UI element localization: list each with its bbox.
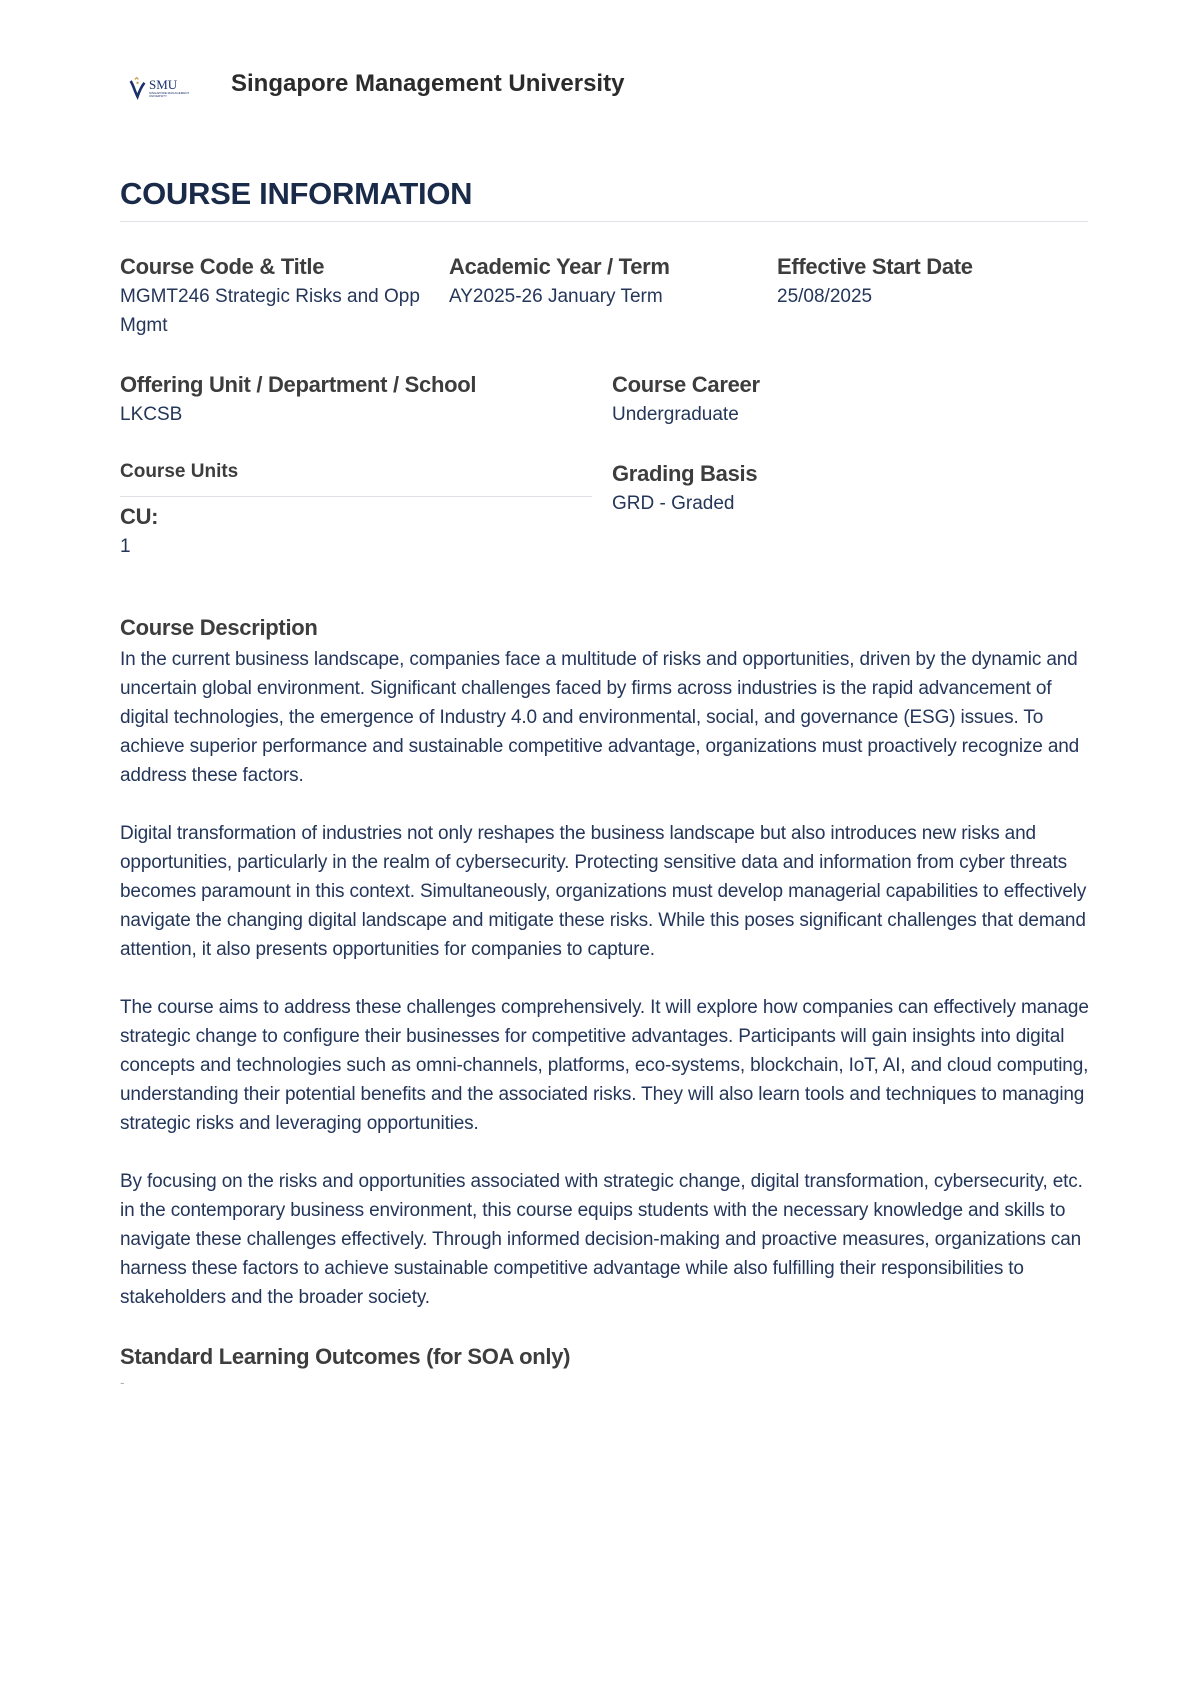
effective-start-date-label: Effective Start Date bbox=[777, 254, 973, 279]
smu-crest-icon bbox=[128, 74, 147, 102]
course-career-value: Undergraduate bbox=[612, 404, 739, 425]
course-units-divider bbox=[120, 496, 592, 497]
offering-unit-field bbox=[120, 372, 580, 429]
cu-value: 1 bbox=[120, 536, 131, 557]
course-description-label: Course Description bbox=[120, 615, 318, 640]
offering-unit-label: Offering Unit / Department / School bbox=[120, 372, 477, 397]
description-paragraph: The course aims to address these challenges comprehensively. It will explore how companies can effectively manage strategic change to configure their businesses for competitive advantages. Participants will gain insights into digital concepts and technologies such as omni-channels, platforms, eco-systems, blockchain, IoT, AI, and cloud computing, understanding their potential benefits and the associated risks. They will also learn tools and techniques to managing strategic risks and leveraging opportunities. bbox=[120, 997, 1089, 1134]
cu-label: CU: bbox=[120, 504, 159, 529]
smu-logo bbox=[128, 72, 200, 104]
course-description bbox=[120, 645, 1095, 1341]
learning-outcomes-value: - bbox=[120, 1374, 125, 1390]
course-career-label: Course Career bbox=[612, 372, 760, 397]
grading-basis-label: Grading Basis bbox=[612, 461, 758, 486]
grading-basis-field bbox=[612, 461, 1012, 518]
title-divider bbox=[120, 221, 1088, 222]
academic-year-term-field bbox=[449, 254, 749, 311]
description-paragraph: By focusing on the risks and opportunities associated with strategic change, digital transformation, cybersecurity, etc. in the contemporary business environment, this course equips students with the necessary knowledge and skills to navigate these challenges effectively. Through informed decision-making and proactive measures, organizations can harness these factors to achieve sustainable competitive advantage while also fulfilling their responsibilities to stakeholders and the broader society. bbox=[120, 1171, 1083, 1308]
logo-text: SMU bbox=[149, 77, 178, 92]
header bbox=[128, 70, 200, 106]
learning-outcomes-label: Standard Learning Outcomes (for SOA only) bbox=[120, 1344, 571, 1369]
learning-outcomes-heading bbox=[120, 1344, 570, 1370]
course-code-title-field bbox=[120, 254, 440, 340]
page-title: COURSE INFORMATION bbox=[120, 176, 473, 211]
course-units-label: Course Units bbox=[120, 461, 239, 482]
course-career-field bbox=[612, 372, 1012, 429]
grading-basis-value: GRD - Graded bbox=[612, 493, 735, 514]
description-paragraph: In the current business landscape, companies face a multitude of risks and opportunities, driven by the dynamic and uncertain global environment. Significant challenges faced by firms across industries is the rapid advancement of digital technologies, the emergence of Industry 4.0 and environmental, social, and governance (ESG) issues. To achieve superior performance and sustainable competitive advantage, organizations must proactively recognize and address these factors. bbox=[120, 649, 1080, 786]
course-code-title-label: Course Code & Title bbox=[120, 254, 325, 279]
academic-year-term-label: Academic Year / Term bbox=[449, 254, 670, 279]
logo-subtext: SINGAPORE MANAGEMENT UNIVERSITY bbox=[149, 91, 190, 98]
university-name: Singapore Management University bbox=[231, 70, 625, 97]
description-paragraph: Digital transformation of industries not only reshapes the business landscape but also introduces new risks and opportunities, particularly in the realm of cybersecurity. Protecting sensitive data and information from cyber threats becomes paramount in this context. Simultaneously, organizations must develop managerial capabilities to effectively navigate the changing digital landscape and mitigate these risks. While this poses significant challenges that demand attention, it also presents opportunities for companies to capture. bbox=[120, 823, 1087, 960]
course-units-field bbox=[120, 461, 592, 483]
effective-start-date-value: 25/08/2025 bbox=[777, 286, 873, 307]
effective-start-date-field bbox=[777, 254, 1077, 311]
offering-unit-value: LKCSB bbox=[120, 404, 183, 425]
academic-year-term-value: AY2025-26 January Term bbox=[449, 286, 663, 307]
course-code-title-value: MGMT246 Strategic Risks and Opp Mgmt bbox=[120, 286, 420, 336]
cu-field bbox=[120, 504, 158, 561]
course-description-heading bbox=[120, 615, 318, 641]
